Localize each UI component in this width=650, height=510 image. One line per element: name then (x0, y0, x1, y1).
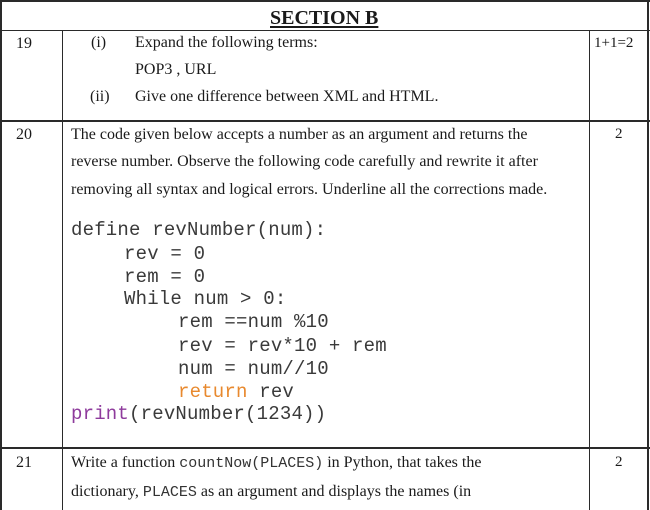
code-line-2: rev = 0 (124, 243, 206, 265)
q20-text-line-3: removing all syntax and logical errors. Underline all the corrections made. (71, 181, 548, 198)
q21-dictionary-name: PLACES (142, 484, 197, 501)
table-left-border (0, 0, 2, 510)
q21-line-2-part-b: as an argument and displays the names (in (196, 483, 472, 500)
question-21-marks: 2 (615, 454, 623, 470)
question-number-20: 20 (16, 126, 32, 143)
row-20-bottom-border (0, 447, 650, 449)
code-line-1: define revNumber(num): (71, 219, 327, 241)
q19-part-ii-text: Give one difference between XML and HTML. (135, 88, 439, 105)
question-number-19: 19 (16, 35, 32, 52)
q21-text-line-1 (71, 455, 481, 471)
q21-line-1-part-a: Write a function (71, 454, 180, 471)
q21-function-name: countNow(PLACES) (179, 455, 324, 472)
code-line-6: rev = rev*10 + rem (178, 335, 387, 357)
print-arguments: (revNumber(1234)) (129, 403, 327, 425)
q19-part-i-text: Expand the following terms: (135, 34, 318, 51)
row-19-bottom-border (0, 120, 650, 122)
q19-part-i-label: (i) (91, 34, 107, 51)
return-keyword: return (178, 381, 248, 403)
question-20-marks: 2 (615, 126, 623, 142)
q21-line-1-part-b: in Python, that takes the (323, 454, 482, 471)
number-column-divider (62, 30, 63, 510)
code-line-7: num = num//10 (178, 358, 329, 380)
q19-part-ii-label: (ii) (90, 88, 110, 105)
question-19-marks: 1+1=2 (594, 35, 634, 51)
section-title: SECTION B (270, 7, 379, 29)
print-keyword: print (71, 403, 130, 425)
code-line-8 (178, 383, 294, 402)
section-header-bottom-border (0, 30, 650, 31)
question-number-21: 21 (16, 454, 32, 471)
q19-part-i-terms: POP3 , URL (135, 61, 217, 78)
code-line-9 (71, 405, 326, 424)
code-line-5: rem ==num %10 (178, 311, 329, 333)
table-right-border (647, 0, 649, 510)
q20-text-line-2: reverse number. Observe the following code carefully and rewrite it after (71, 153, 538, 170)
code-line-4: While num > 0: (124, 288, 287, 310)
q21-text-line-2 (71, 484, 471, 500)
marks-column-divider (589, 30, 590, 510)
q20-text-line-1: The code given below accepts a number as an argument and returns the (71, 126, 528, 143)
code-line-3: rem = 0 (124, 266, 206, 288)
table-top-border (0, 0, 650, 2)
return-value: rev (247, 381, 295, 403)
q21-line-2-part-a: dictionary, (71, 483, 143, 500)
